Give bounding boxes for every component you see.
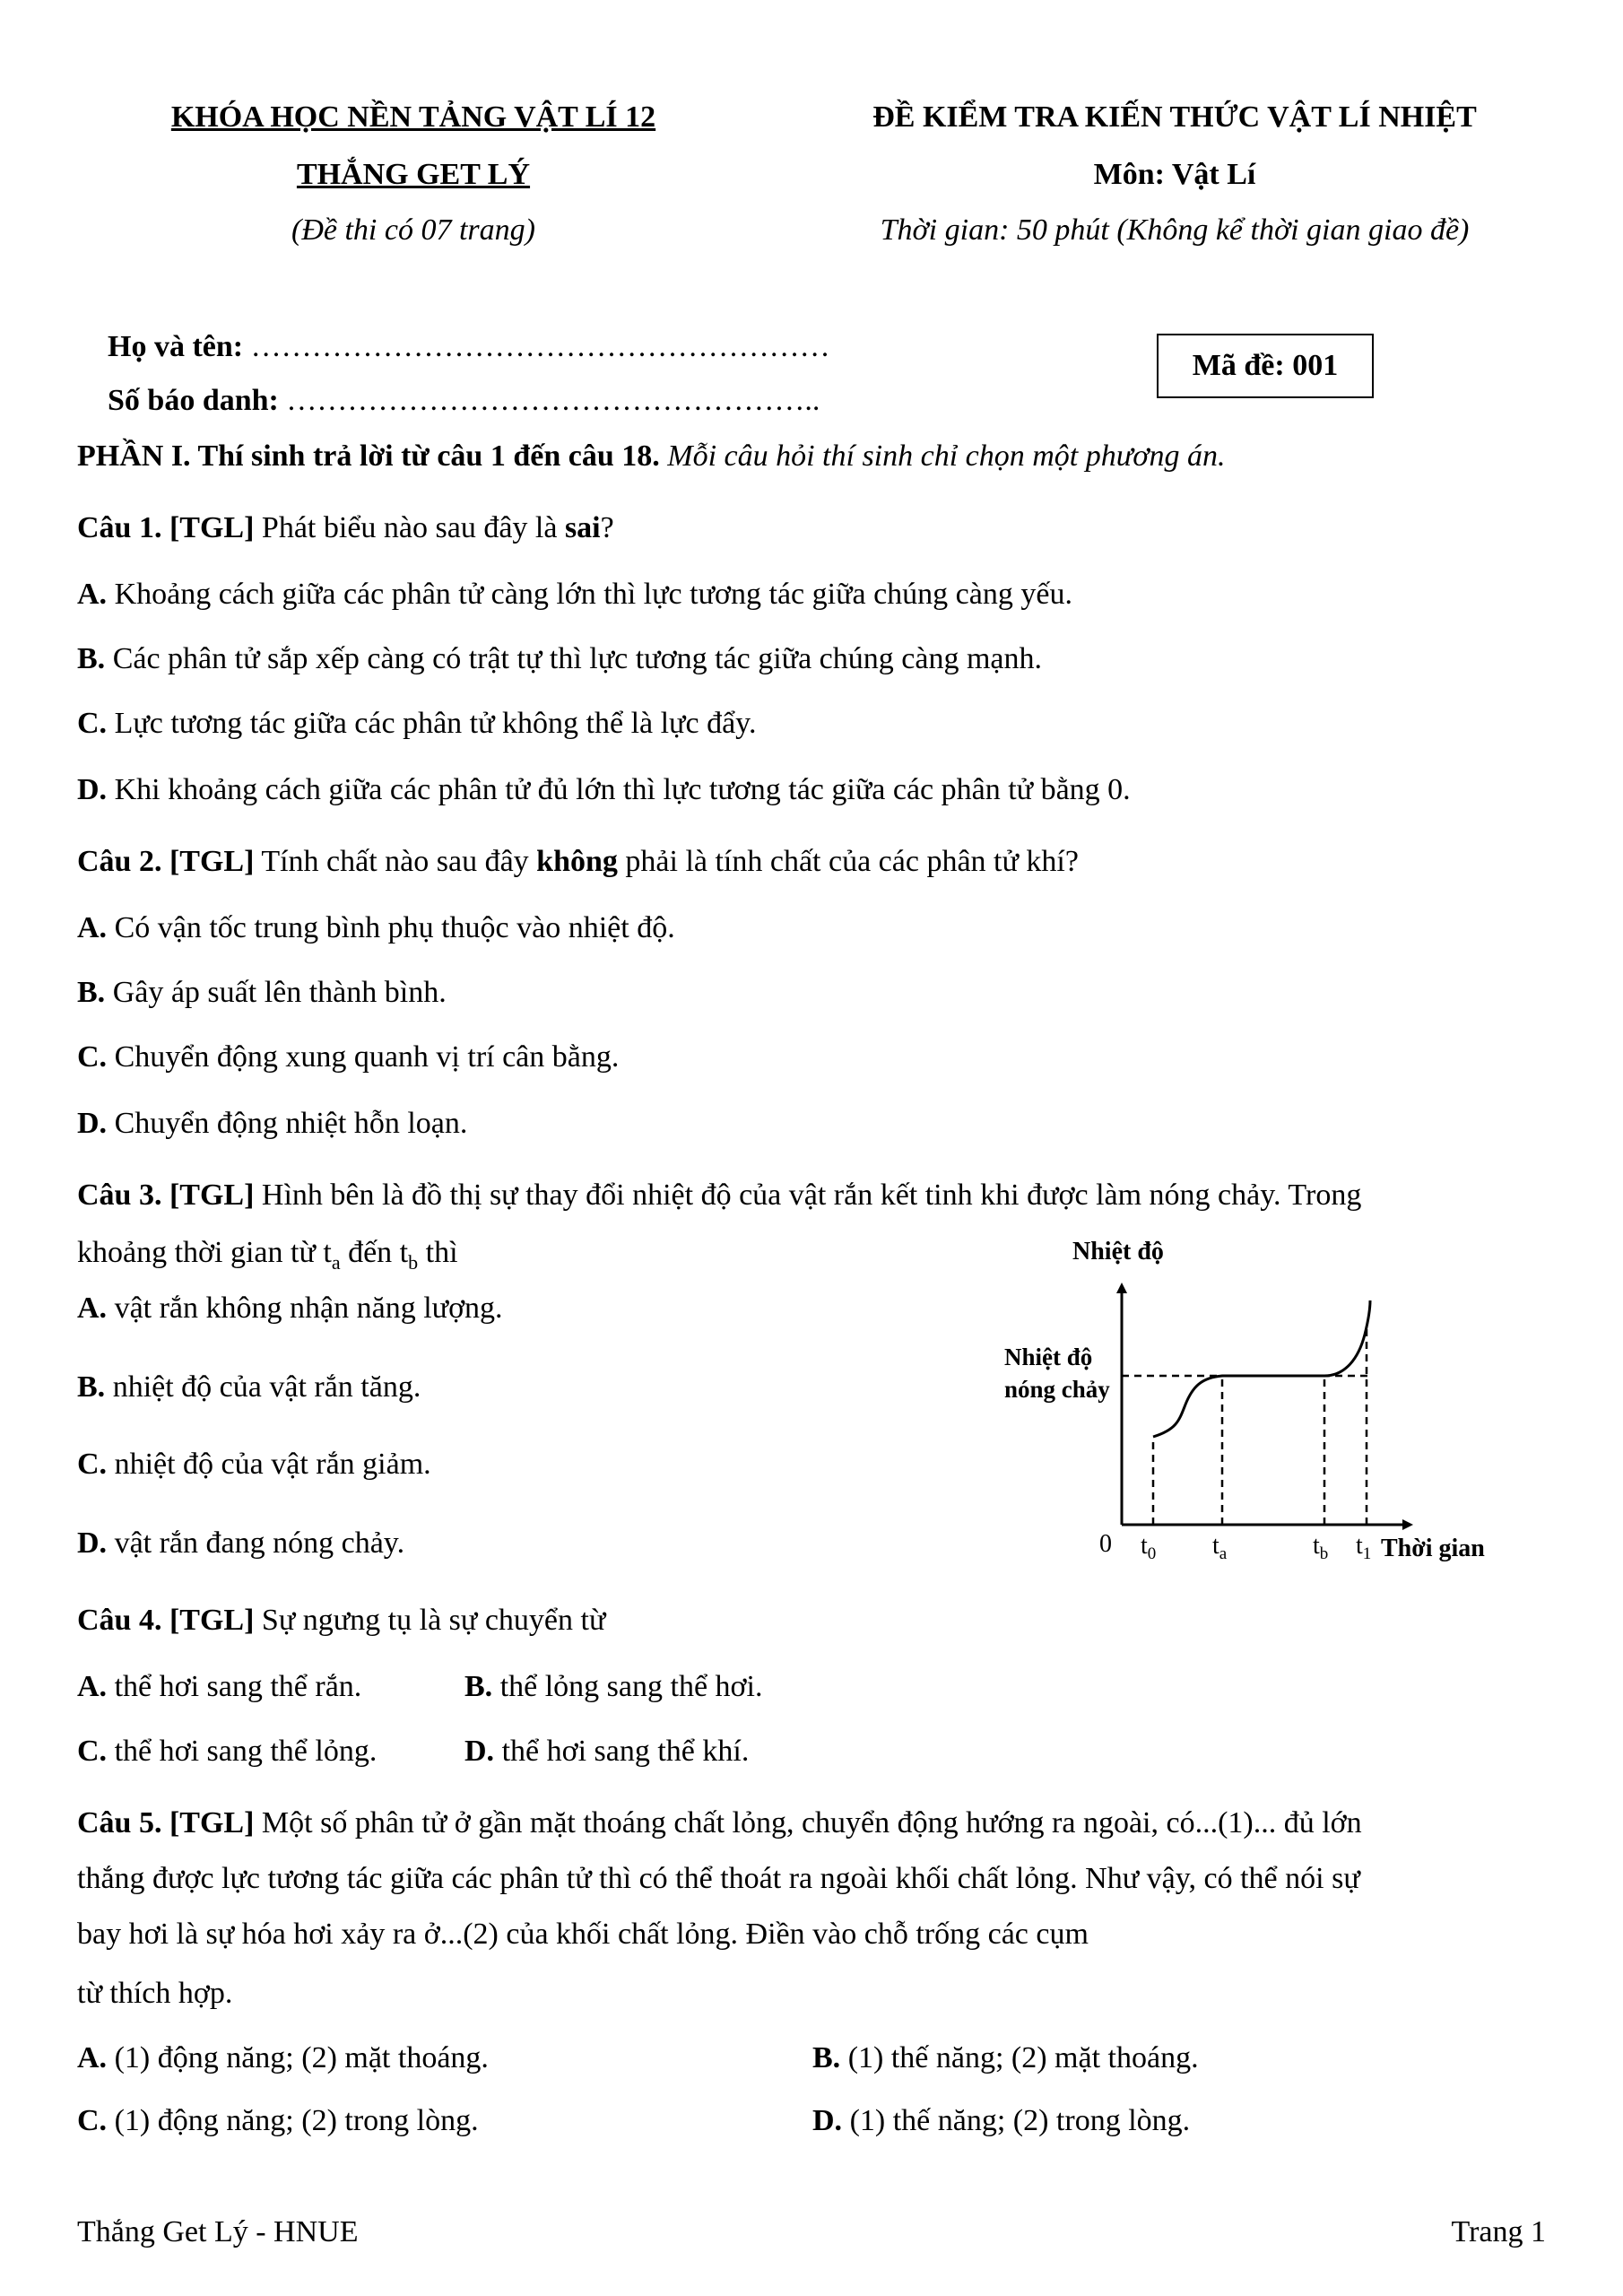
q3-option-c [77, 1448, 431, 1482]
option-letter: A. [77, 2041, 108, 2074]
option-letter: D. [77, 1107, 108, 1140]
graph-melting-label-1: Nhiệt độ [1004, 1344, 1093, 1370]
option-letter: B. [464, 1670, 493, 1703]
option-text: Gây áp suất lên thành bình. [112, 976, 447, 1009]
subscript: b [408, 1250, 419, 1274]
q5-option-b [812, 2041, 1199, 2075]
option-text: thể hơi sang thể khí. [501, 1735, 750, 1768]
option-text: Khi khoảng cách giữa các phân tử đủ lớn thì lực tương tác giữa các phân tử bằng 0. [114, 773, 1131, 806]
page-number: Trang 1 [1451, 2215, 1546, 2248]
question-1 [77, 511, 614, 545]
question-2 [77, 845, 1079, 879]
graph-tick-tb: $t_b$ [1313, 1532, 1329, 1563]
q1-option-c [77, 707, 756, 741]
course-title: KHÓA HỌC NỀN TẢNG VẬT LÍ 12 [170, 100, 656, 134]
option-text: Khoảng cách giữa các phân tử càng lớn thì lực tương tác giữa chúng càng yếu. [114, 578, 1072, 611]
question-5-stem-line2: thắng được lực tương tác giữa các phân tử thì có thể thoát ra ngoài khối chất lỏng. Như vậy, có thể nói sự [77, 1862, 1360, 1895]
option-text: Các phân tử sắp xếp càng có trật tự thì lực tương tác giữa chúng càng mạnh. [112, 642, 1042, 675]
q1-option-b [77, 642, 1042, 676]
q2-option-a [77, 911, 675, 945]
option-letter: B. [812, 2041, 841, 2074]
student-name-dots: ………………………………………………… [250, 330, 830, 363]
option-text: thể lỏng sang thể hơi. [499, 1670, 763, 1703]
question-3-stem-line2 [77, 1236, 458, 1274]
option-letter: D. [77, 773, 108, 806]
option-letter: B. [77, 1370, 106, 1404]
question-5 [77, 1806, 1362, 1840]
option-text: vật rắn đang nóng chảy. [114, 1526, 405, 1560]
question-4-stem: Sự ngưng tụ là sự chuyển từ [261, 1604, 606, 1637]
graph-tick-t0: $t_0$ [1141, 1532, 1157, 1563]
question-2-stem-end: phải là tính chất của các phân tử khí? [625, 845, 1079, 878]
subscript: a [331, 1250, 341, 1274]
question-3 [77, 1178, 1361, 1213]
exam-subject: Môn: Vật Lí [1093, 158, 1256, 191]
graph-x-axis-label: Thời gian [1381, 1535, 1485, 1562]
footer-brand: Thắng Get Lý - HNUE [77, 2215, 359, 2248]
q2-option-b [77, 976, 447, 1010]
q4-option-a [77, 1670, 361, 1704]
option-text: (1) động năng; (2) mặt thoáng. [114, 2041, 489, 2074]
stem-text: đến t [340, 1236, 409, 1269]
option-letter: C. [77, 1448, 108, 1481]
question-4 [77, 1604, 605, 1638]
q3-option-a [77, 1292, 503, 1326]
exam-duration: Thời gian: 50 phút (Không kể thời gian giao đề) [880, 213, 1470, 247]
option-text: nhiệt độ của vật rắn tăng. [112, 1370, 421, 1404]
option-letter: C. [77, 2104, 108, 2137]
option-letter: C. [77, 1735, 108, 1768]
exam-code-box: Mã đề: 001 [1157, 334, 1374, 398]
q1-option-d [77, 773, 1131, 807]
option-letter: B. [77, 976, 106, 1009]
question-3-stem: Hình bên là đồ thị sự thay đổi nhiệt độ của vật rắn kết tinh khi được làm nóng chảy. Trong [261, 1178, 1362, 1212]
q4-option-d [464, 1735, 749, 1769]
option-letter: D. [464, 1735, 495, 1768]
option-letter: A. [77, 1292, 108, 1325]
question-1-emphasis: sai [564, 511, 601, 544]
question-5-stem-line4: từ thích hợp. [77, 1977, 233, 2010]
option-letter: B. [77, 642, 106, 675]
q4-option-b [464, 1670, 762, 1704]
question-5-stem-line3: bay hơi là sự hóa hơi xảy ra ở...(2) của khối chất lỏng. Điền vào chỗ trống các cụm [77, 1918, 1089, 1951]
question-1-label: Câu 1. [TGL] [77, 511, 255, 544]
q5-option-a [77, 2041, 489, 2075]
graph-melting-label-2: nóng chảy [1004, 1376, 1110, 1403]
course-subtitle: THẮNG GET LÝ [296, 158, 531, 191]
stem-text: khoảng thời gian từ t [77, 1236, 332, 1269]
question-1-stem: Phát biểu nào sau đây là [261, 511, 558, 544]
question-5-label: Câu 5. [TGL] [77, 1806, 255, 1839]
option-text: Lực tương tác giữa các phân tử không thể là lực đẩy. [114, 707, 757, 740]
option-letter: A. [77, 911, 108, 944]
question-2-emphasis: không [536, 845, 618, 878]
option-text: (1) thế năng; (2) mặt thoáng. [847, 2041, 1199, 2074]
graph-tick-ta: $t_a$ [1212, 1532, 1228, 1563]
option-text: vật rắn không nhận năng lượng. [114, 1292, 503, 1325]
q1-option-a [77, 578, 1072, 612]
section-instruction: Mỗi câu hỏi thí sinh chỉ chọn một phương án. [667, 439, 1226, 473]
option-text: thể hơi sang thể lỏng. [114, 1735, 378, 1768]
option-letter: D. [812, 2104, 843, 2137]
option-letter: A. [77, 1670, 108, 1703]
q3-option-b [77, 1370, 421, 1405]
student-id-dots: …………………………………………….. [286, 384, 820, 417]
question-3-label: Câu 3. [TGL] [77, 1178, 255, 1212]
question-2-label: Câu 2. [TGL] [77, 845, 255, 878]
option-text: (1) thế năng; (2) trong lòng. [849, 2104, 1191, 2137]
student-id-label: Số báo danh: [108, 384, 279, 417]
q5-option-c [77, 2104, 479, 2138]
stem-text: thì [418, 1236, 458, 1269]
q2-option-d [77, 1107, 467, 1141]
option-text: Chuyển động xung quanh vị trí cân bằng. [114, 1040, 620, 1074]
exam-title: ĐỀ KIỂM TRA KIẾN THỨC VẬT LÍ NHIỆT [872, 100, 1477, 134]
student-id-row [108, 384, 820, 418]
question-5-stem: Một số phân tử ở gần mặt thoáng chất lỏng, chuyển động hướng ra ngoài, có...(1)... đủ lớn [261, 1806, 1362, 1839]
option-letter: C. [77, 707, 108, 740]
section-title: PHẦN I. Thí sinh trả lời từ câu 1 đến câu 18. [77, 439, 660, 473]
option-text: thể hơi sang thể rắn. [114, 1670, 362, 1703]
question-4-label: Câu 4. [TGL] [77, 1604, 255, 1637]
graph-tick-t1: $t_1$ [1356, 1532, 1372, 1563]
q2-option-c [77, 1040, 619, 1074]
melting-graph [986, 1229, 1506, 1587]
q4-option-c [77, 1735, 377, 1769]
graph-origin-label: 0 [1099, 1530, 1112, 1558]
temperature-curve [1153, 1300, 1370, 1437]
graph-y-axis-label: Nhiệt độ [1072, 1238, 1164, 1265]
option-text: Chuyển động nhiệt hỗn loạn. [114, 1107, 468, 1140]
q5-option-d [812, 2104, 1190, 2138]
option-letter: C. [77, 1040, 108, 1074]
student-name-row [108, 330, 830, 364]
question-2-stem: Tính chất nào sau đây [261, 845, 529, 878]
page-count-note: (Đề thi có 07 trang) [291, 213, 535, 247]
option-text: (1) động năng; (2) trong lòng. [114, 2104, 479, 2137]
option-letter: D. [77, 1526, 108, 1560]
option-text: nhiệt độ của vật rắn giảm. [114, 1448, 431, 1481]
option-letter: A. [77, 578, 108, 611]
student-name-label: Họ và tên: [108, 330, 244, 363]
q3-option-d [77, 1526, 404, 1561]
question-1-stem-end: ? [600, 511, 614, 544]
section-heading [77, 439, 1225, 474]
option-text: Có vận tốc trung bình phụ thuộc vào nhiệt độ. [114, 911, 675, 944]
